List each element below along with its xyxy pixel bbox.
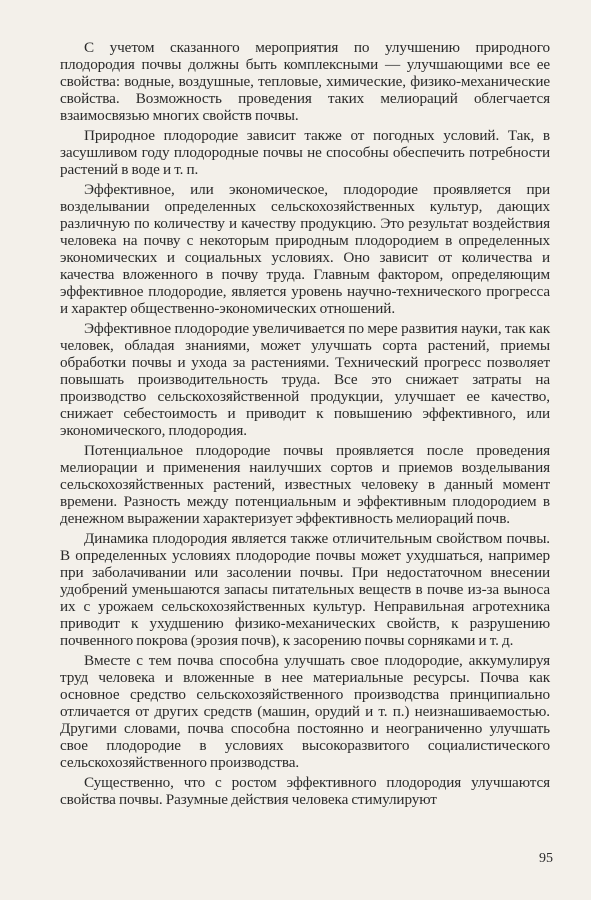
paragraph-3: Эффективное, или экономическое, плодородие проявляется при возделывании определенных сельскохозяйственных культур, дающих различную по количеству и качеству продукцию. Это результат воздействия человека на почву с некоторым природным плодородием в определенных экономических и социальных условиях. Оно зависит от количества и качества вложенного в почву труда. Главным фактором, определяющим эффективное плодородие, является уровень научно-технического прогресса и характер общественно-экономических отношений. (60, 181, 550, 317)
paragraph-4: Эффективное плодородие увеличивается по мере развития науки, так как человек, обладая знаниями, может улучшать сорта растений, приемы обработки почвы и ухода за растениями. Технический прогресс позволяет повышать производительность труда. Все это снижает затраты на производство сельскохозяйственной продукции, улучшает ее качество, снижает себестоимость и приводит к повышению эффективного, или экономического, плодородия. (60, 320, 550, 439)
paragraph-5: Потенциальное плодородие почвы проявляется после проведения мелиорации и применения наилучших сортов и приемов возделывания сельскохозяйственных растений, известных человеку в данный момент времени. Разность между потенциальным и эффективным плодородием в денежном выражении характеризует эффективность мелиораций почв. (60, 442, 550, 527)
paragraph-8: Существенно, что с ростом эффективного плодородия улучшаются свойства почвы. Разумные действия человека стимулируют (60, 774, 550, 808)
paragraph-2: Природное плодородие зависит также от погодных условий. Так, в засушливом году плодородные почвы не способны обеспечить потребности растений в воде и т. п. (60, 127, 550, 178)
paragraph-6: Динамика плодородия является также отличительным свойством почвы. В определенных условиях плодородие почвы может ухудшаться, например при заболачивании или засолении почвы. При недостаточном внесении удобрений уменьшаются запасы питательных веществ в почве из-за выноса их с урожаем сельскохозяйственных культур. Неправильная агротехника приводит к ухудшению физико-механических свойств, к разрушению почвенного покрова (эрозия почв), к засорению почвы сорняками и т. д. (60, 530, 550, 649)
paragraph-7: Вместе с тем почва способна улучшать свое плодородие, аккумулируя труд человека и вложенные в нее материальные ресурсы. Почва как основное средство сельскохозяйственного производства принципиально отличается от других средств (машин, орудий и т. п.) неизнашиваемостью. Другими словами, почва способна постоянно и неограниченно улучшать свое плодородие в условиях высокоразвитого социалистического сельскохозяйственного производства. (60, 652, 550, 771)
page-number: 95 (539, 851, 553, 866)
page-body (60, 39, 550, 811)
paragraph-1: С учетом сказанного мероприятия по улучшению природного плодородия почвы должны быть комплексными — улучшающими все ее свойства: водные, воздушные, тепловые, химические, физико-механические свойства. Возможность проведения таких мелиораций облегчается взаимосвязью многих свойств почвы. (60, 39, 550, 124)
